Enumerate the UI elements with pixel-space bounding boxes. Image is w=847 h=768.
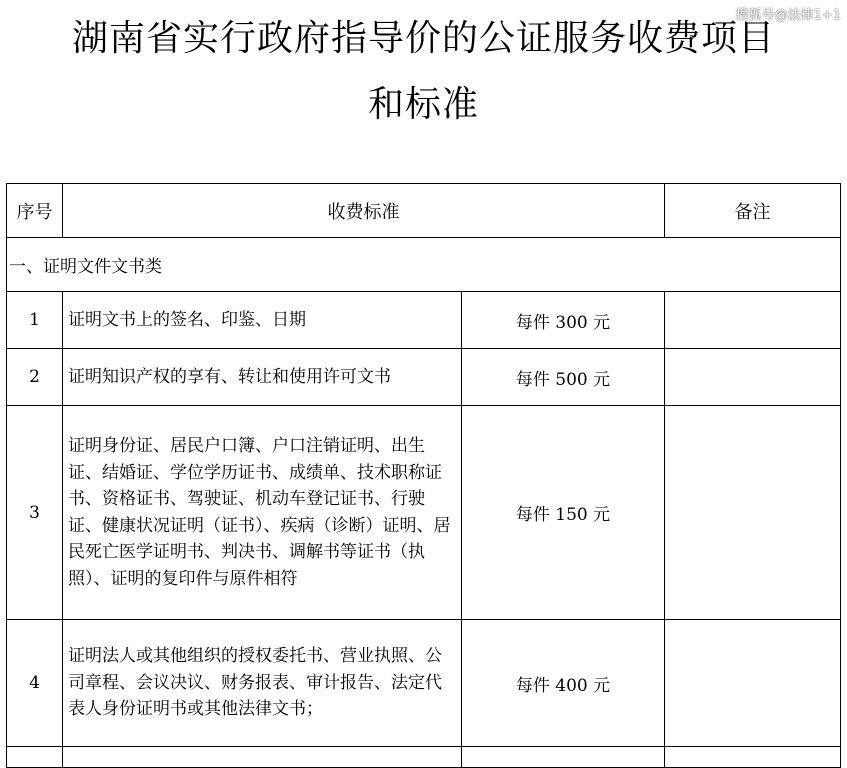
document-title <box>0 6 847 138</box>
price-unit: 元 <box>593 505 611 525</box>
price-number: 300 <box>555 312 588 333</box>
title-line-1: 湖南省实行政府指导价的公证服务收费项目 <box>71 18 775 59</box>
price-unit: 元 <box>593 369 611 390</box>
row-number <box>7 747 63 768</box>
row-item: 证明法人或其他组织的授权委托书、营业执照、公司章程、会议决议、财务报表、审计报告、法定代表人身份证明书或其他法律文书； <box>63 620 462 747</box>
price-number: 400 <box>555 675 588 696</box>
row-number: 1 <box>7 292 63 349</box>
row-remark <box>665 747 841 768</box>
price-prefix: 每件 <box>515 675 550 696</box>
row-remark <box>665 349 841 406</box>
price-prefix: 每件 <box>515 369 550 390</box>
table-row <box>7 620 841 747</box>
table-row <box>7 292 841 349</box>
row-number: 3 <box>7 406 63 620</box>
table-row <box>7 406 841 620</box>
row-price <box>462 349 665 406</box>
header-remark: 备注 <box>665 184 841 238</box>
row-item <box>63 747 462 768</box>
watermark: 搜狐号@法律1+1 <box>735 8 841 23</box>
price-unit: 元 <box>593 675 611 696</box>
price-number: 150 <box>555 505 588 525</box>
row-price <box>462 620 665 747</box>
title-line-2: 和标准 <box>367 84 479 125</box>
fee-table <box>6 183 841 768</box>
header-standard: 收费标准 <box>63 184 665 238</box>
row-item: 证明知识产权的享有、转让和使用许可文书 <box>63 349 462 406</box>
row-number: 4 <box>7 620 63 747</box>
row-item: 证明身份证、居民户口簿、户口注销证明、出生证、结婚证、学位学历证书、成绩单、技术职称证书、资格证书、驾驶证、机动车登记证书、行驶证、健康状况证明（证书）、疾病（诊断）证明、居民死亡医学证明书、判决书、调解书等证书（执照）、证明的复印件与原件相符 <box>63 406 462 620</box>
row-number: 2 <box>7 349 63 406</box>
row-price <box>462 292 665 349</box>
row-remark <box>665 292 841 349</box>
section-row <box>7 238 841 292</box>
table-header-row <box>7 184 841 238</box>
header-seq: 序号 <box>7 184 63 238</box>
table-row <box>7 349 841 406</box>
table-row-partial <box>7 747 841 768</box>
price-prefix: 每件 <box>515 312 550 333</box>
row-item: 证明文书上的签名、印鉴、日期 <box>63 292 462 349</box>
row-remark <box>665 620 841 747</box>
row-price <box>462 747 665 768</box>
price-number: 500 <box>555 369 588 390</box>
price-unit: 元 <box>593 312 611 333</box>
section-title: 一、证明文件文书类 <box>7 238 841 292</box>
row-price <box>462 406 665 620</box>
row-remark <box>665 406 841 620</box>
price-prefix: 每件 <box>515 505 550 525</box>
